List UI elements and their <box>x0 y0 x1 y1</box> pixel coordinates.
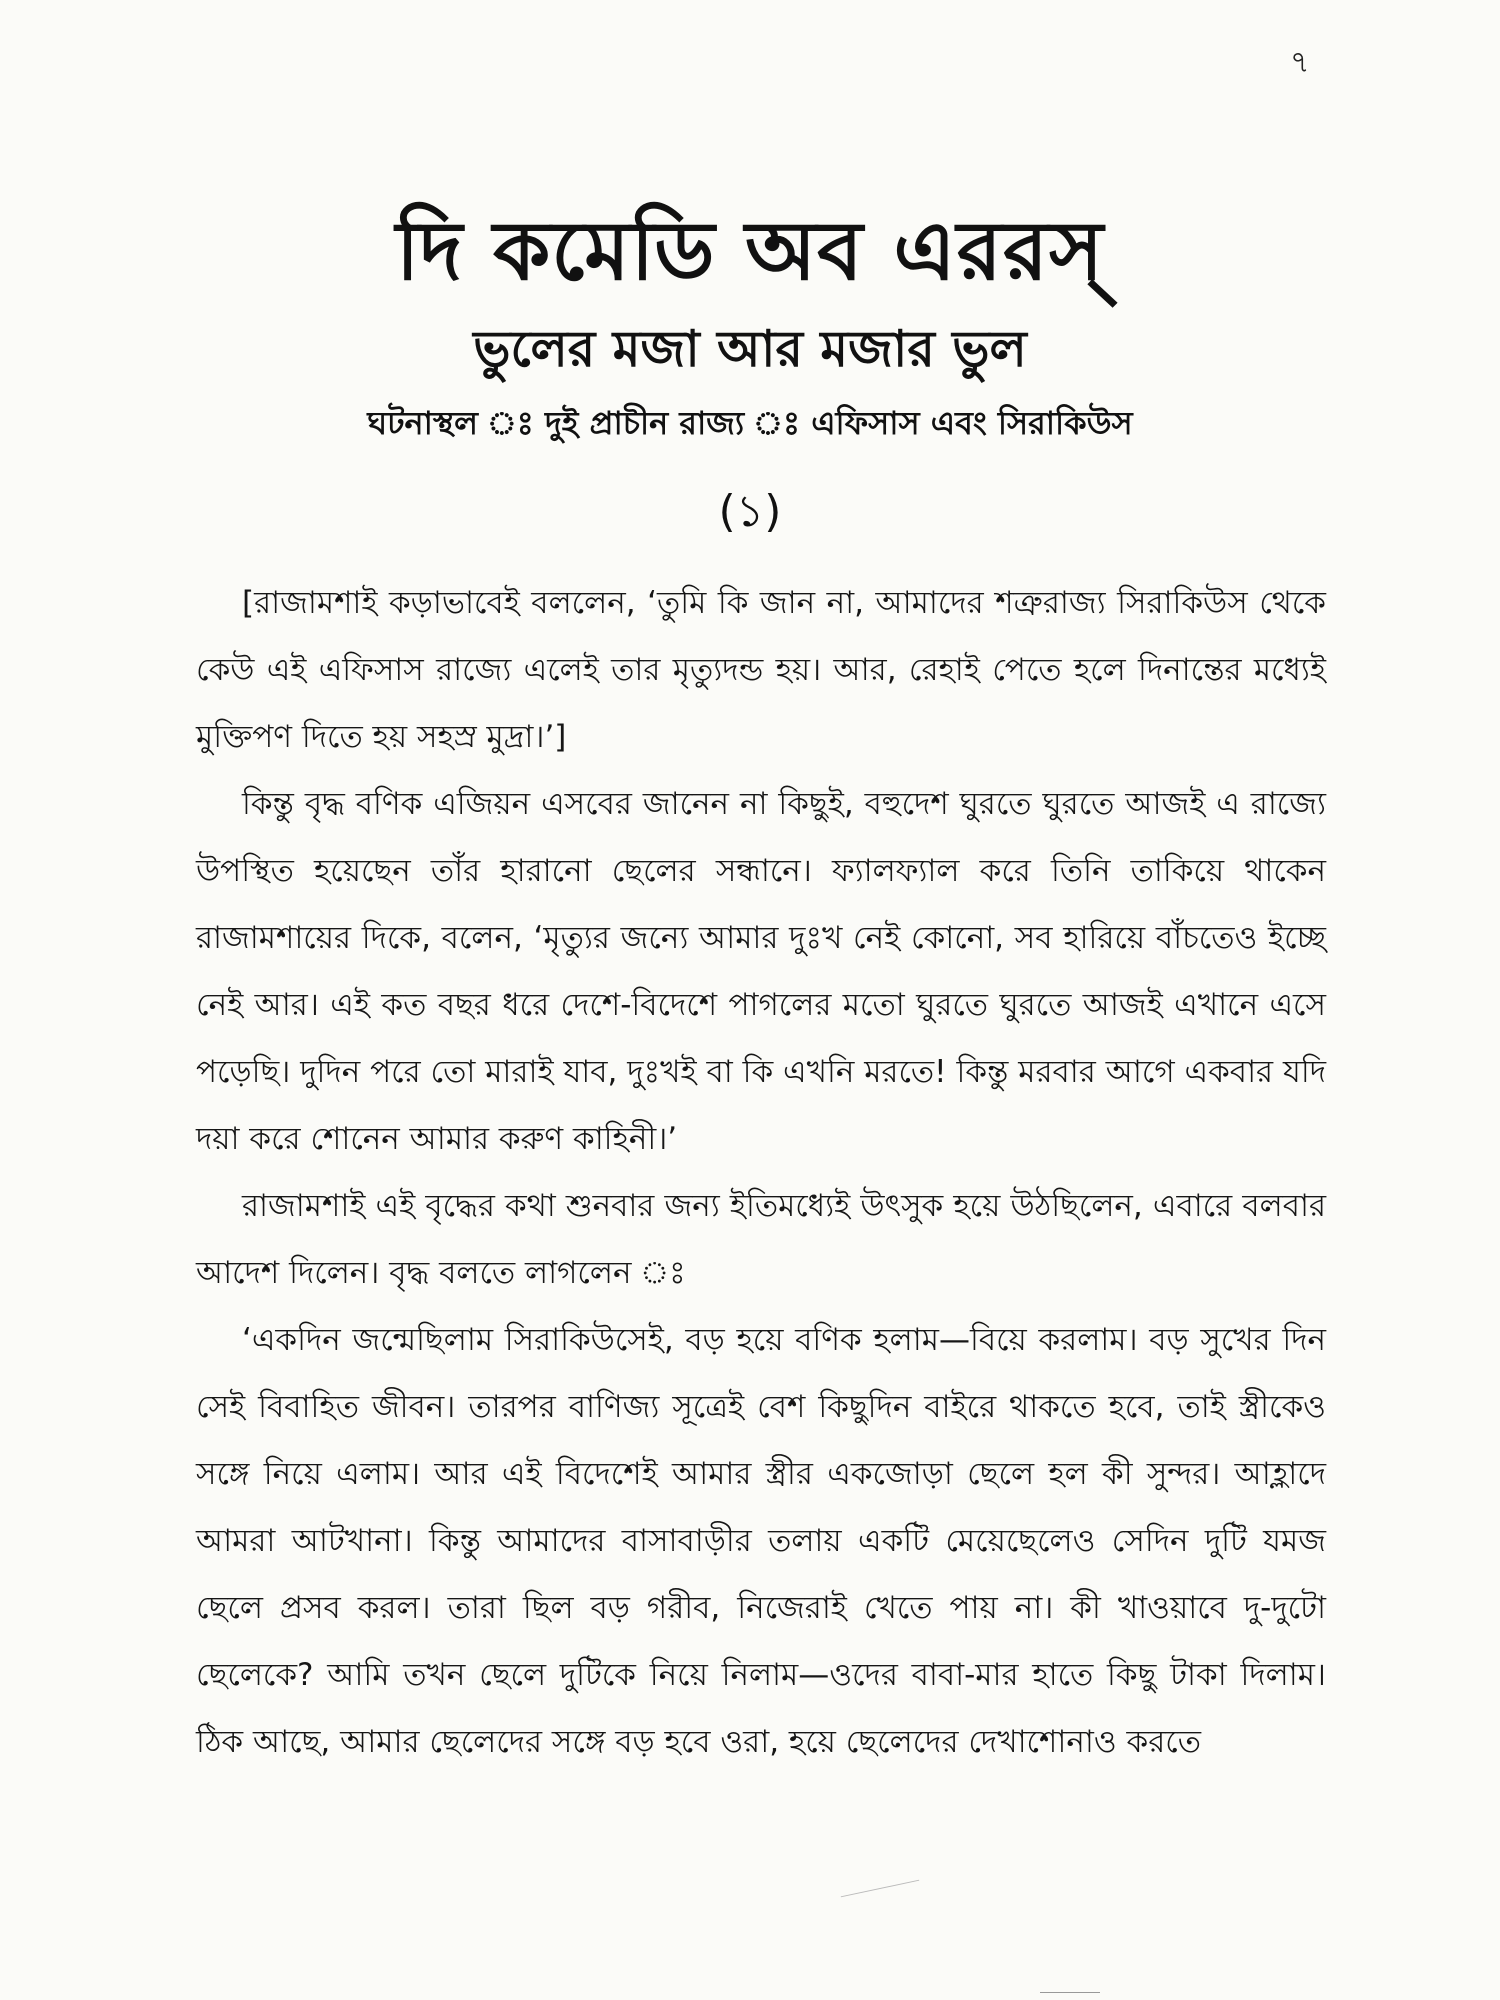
paragraph: ‘একদিন জন্মেছিলাম সিরাকিউসেই, বড় হয়ে বণিক হলাম—বিয়ে করলাম। বড় সুখের দিন সেই বিবাহিত জীবন। তারপর বাণিজ্য সূত্রেই বেশ কিছুদিন বাইরে থাকতে হবে, তাই স্ত্রীকেও সঙ্গে নিয়ে এলাম। আর এই বিদেশেই আমার স্ত্রীর একজোড়া ছেলে হল কী সুন্দর। আহ্লাদে আমরা আটখানা। কিন্তু আমাদের বাসাবাড়ীর তলায় একটি মেয়েছেলেও সেদিন দুটি যমজ ছেলে প্রসব করল। তারা ছিল বড় গরীব, নিজেরাই খেতে পায় না। কী খাওয়াবে দু-দুটো ছেলেকে? আমি তখন ছেলে দুটিকে নিয়ে নিলাম—ওদের বাবা-মার হাতে কিছু টাকা দিলাম। ঠিক আছে, আমার ছেলেদের সঙ্গে বড় হবে ওরা, হয়ে ছেলেদের দেখাশোনাও করতে <box>196 1322 1326 1760</box>
scan-mark <box>1040 1992 1100 1993</box>
page-title: দি কমেডি অব এররস্‌ <box>395 204 1105 299</box>
venue-line: ঘটনাস্থল ঃ দুই প্রাচীন রাজ্য ঃ এফিসাস এবং সিরাকিউস <box>367 404 1133 442</box>
paragraph: [রাজামশাই কড়াভাবেই বললেন, ‘তুমি কি জান না, আমাদের শত্রুরাজ্য সিরাকিউস থেকে কেউ এই এফিসাস রাজ্যে এলেই তার মৃত্যুদন্ড হয়। আর, রেহাই পেতে হলে দিনান্তের মধ্যেই মুক্তিপণ দিতে হয় সহস্র মুদ্রা।’] <box>196 585 1326 755</box>
body-text <box>196 570 1326 1776</box>
paragraph: কিন্তু বৃদ্ধ বণিক এজিয়ন এসবের জানেন না কিছুই, বহুদেশ ঘুরতে ঘুরতে আজই এ রাজ্যে উপস্থিত হয়েছেন তাঁর হারানো ছেলের সন্ধানে। ফ্যালফ্যাল করে তিনি তাকিয়ে থাকেন রাজামশায়ের দিকে, বলেন, ‘মৃত্যুর জন্যে আমার দুঃখ নেই কোনো, সব হারিয়ে বাঁচতেও ইচ্ছে নেই আর। এই কত বছর ধরে দেশে-বিদেশে পাগলের মতো ঘুরতে ঘুরতে আজই এখানে এসে পড়েছি। দুদিন পরে তো মারাই যাব, দুঃখই বা কি এখনি মরতে! কিন্তু মরবার আগে একবার যদি দয়া করে শোনেন আমার করুণ কাহিনী।’ <box>196 786 1326 1157</box>
scan-mark <box>841 1880 919 1898</box>
section-number: (১) <box>718 486 782 537</box>
paragraph: রাজামশাই এই বৃদ্ধের কথা শুনবার জন্য ইতিমধ্যেই উৎসুক হয়ে উঠছিলেন, এবারে বলবার আদেশ দিলেন। বৃদ্ধ বলতে লাগলেন ঃ <box>196 1188 1326 1291</box>
subtitle: ভুলের মজা আর মজার ভুল <box>473 320 1027 378</box>
page-number: ৭ <box>1290 45 1310 80</box>
